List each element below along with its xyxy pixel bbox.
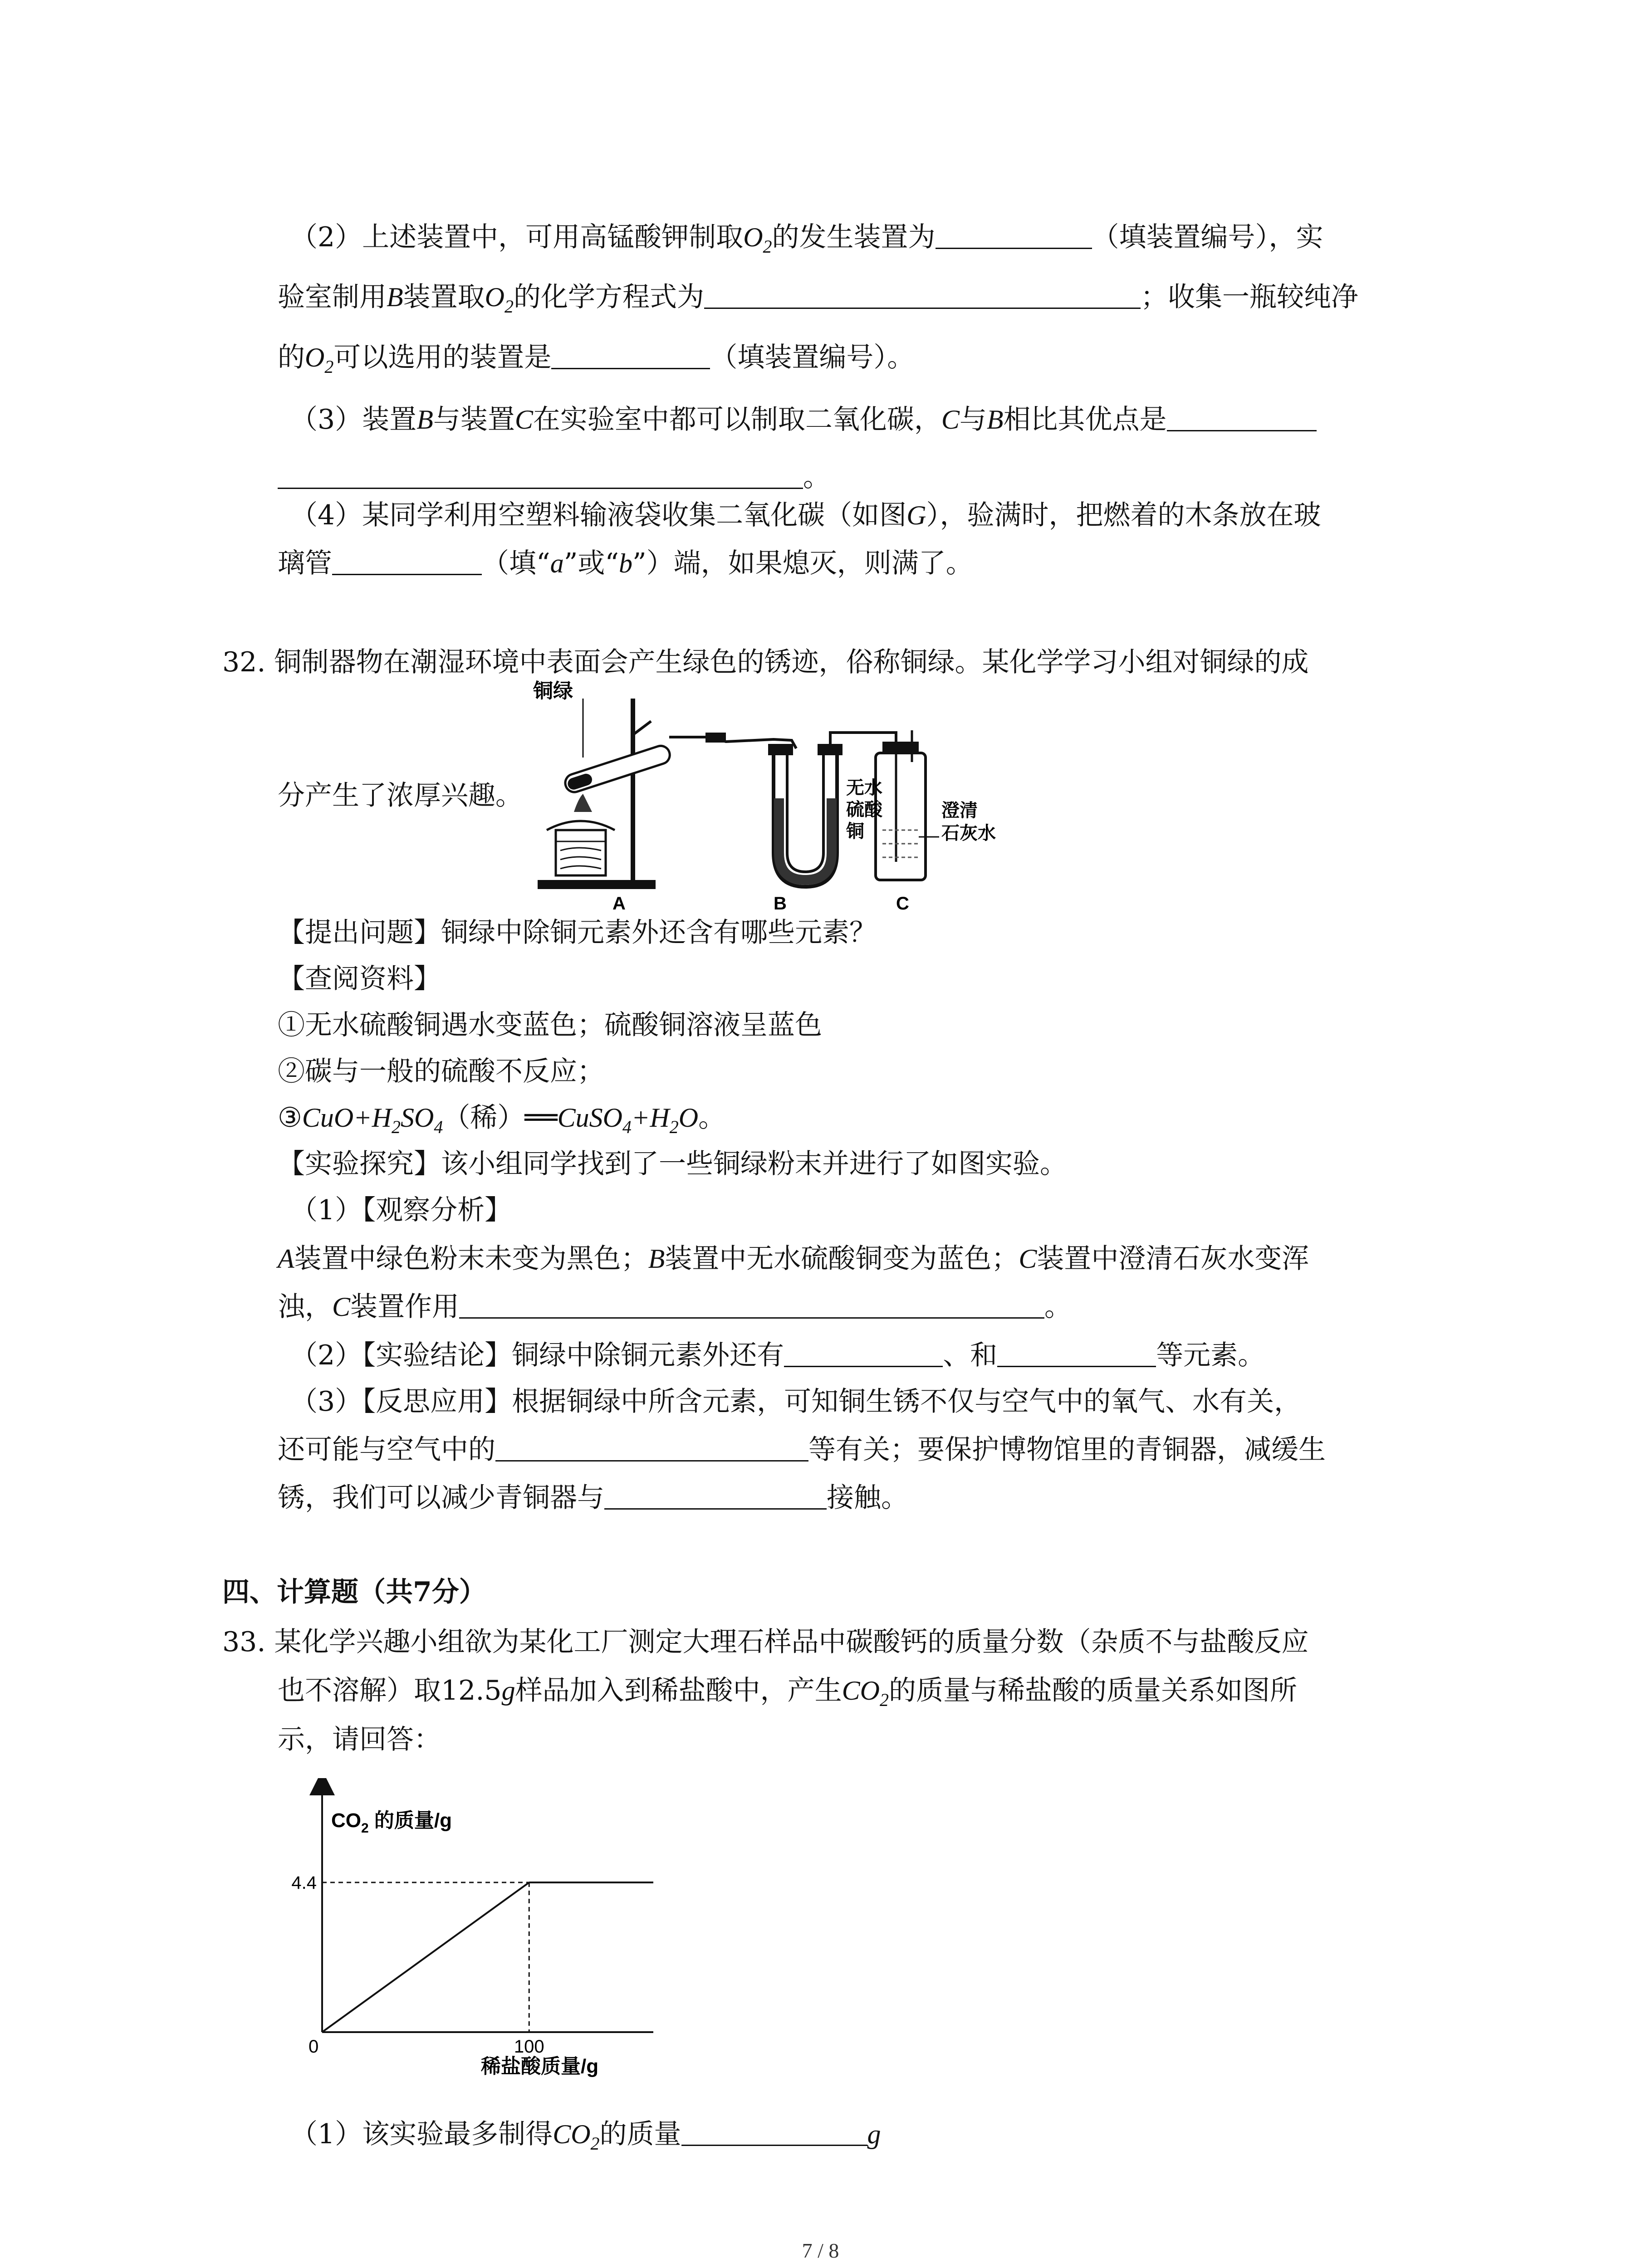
label-b: B [774, 894, 787, 914]
answer-blank-generator[interactable] [936, 220, 1092, 249]
origin-label: 0 [309, 2037, 319, 2057]
q32-s2: （2）【实验结论】铜绿中除铜元素外还有 、和 等元素。 [290, 1337, 1265, 1374]
q31-p2-line2: 验室制用B装置取$O_2$的化学方程式为 ；收集一瓶较纯净 [278, 279, 1358, 325]
y-axis-label: $CO_2$ 的质量/g [331, 1809, 452, 1836]
apparatus-figure [519, 680, 1032, 916]
answer-blank-collector[interactable] [551, 340, 710, 369]
label-wushui: 无水 [846, 778, 882, 798]
q31-p3-line2: 。 [278, 459, 830, 495]
x-axis-label: 稀盐酸质量/g [481, 2055, 599, 2077]
q31-p4-line1: （4）某同学利用空塑料输液袋收集二氧化碳（如图G），验满时，把燃着的木条放在玻 [290, 499, 1321, 531]
q32-line1: 32. 铜制器物在潮湿环境中表面会产生绿色的锈迹，俗称铜绿。某化学学习小组对铜绿的成 [222, 646, 1309, 678]
q32-s3-line3: 锈，我们可以减少青铜器与 接触。 [278, 1480, 908, 1516]
section-heading: 四、计算题（共7分） [222, 1576, 486, 1608]
label-liusuan: 硫酸 [846, 800, 882, 820]
label-tong: 铜 [846, 821, 864, 841]
q33-line2: 也不溶解）取12.5g样品加入到稀盐酸中，产生$CO_2$的质量与稀盐酸的质量关系如图所 [278, 1675, 1297, 1710]
q32-ref1: ①无水硫酸铜遇水变蓝色；硫酸铜溶液呈蓝色 [278, 1009, 822, 1041]
answer-blank-equation[interactable] [704, 279, 1141, 309]
q32-line2: 分产生了浓厚兴趣。 [278, 780, 523, 811]
co2-mass-chart [272, 1778, 658, 2100]
answer-blank-advantage-2[interactable] [278, 459, 803, 489]
q32-ask: 【提出问题】铜绿中除铜元素外还含有哪些元素？ [278, 917, 877, 948]
q31-p3-line1: （3）装置B与装置C在实验室中都可以制取二氧化碳，C与B相比其优点是 [290, 401, 1317, 438]
q32-s1-line1: A装置中绿色粉末未变为黑色；B装置中无水硫酸铜变为蓝色；C装置中澄清石灰水变浑 [278, 1243, 1309, 1275]
page-number: 7 / 8 [802, 2239, 839, 2262]
q32-ref: 【查阅资料】 [278, 963, 441, 995]
answer-blank-c-function[interactable] [459, 1289, 1044, 1319]
q33-line1: 33. 某化学兴趣小组欲为某化工厂测定大理石样品中碳酸钙的质量分数（杂质不与盐酸反应 [222, 1626, 1309, 1658]
label-a: A [612, 894, 626, 914]
answer-blank-element-1[interactable] [784, 1338, 943, 1367]
q31-p4-line2: 璃管 （填“a”或“b”）端，如果熄灭，则满了。 [278, 545, 973, 582]
answer-blank-advantage-1[interactable] [1167, 402, 1317, 431]
answer-blank-contact[interactable] [604, 1480, 827, 1510]
label-shihuishui: 石灰水 [941, 823, 996, 843]
q32-s1-line2: 浊，C装置作用 。 [278, 1289, 1072, 1325]
q32-s3-line2: 还可能与空气中的 等有关；要保护博物馆里的青铜器，减缓生 [278, 1432, 1326, 1468]
answer-blank-element-2[interactable] [997, 1338, 1156, 1367]
q31-p2-line1: （2）上述装置中，可用高锰酸钾制取$O_2$的发生装置为 （填装置编号），实 [290, 219, 1323, 265]
label-c: C [896, 894, 909, 914]
answer-blank-co2-mass[interactable] [681, 2116, 867, 2146]
q31-p2-line3: 的$O_2$可以选用的装置是 （填装置编号）。 [278, 339, 914, 385]
q33-line3: 示，请回答： [278, 1724, 441, 1755]
label-tonglv: 铜绿 [533, 680, 573, 702]
q32-ref3: $③CuO+H_2SO_4$（稀）$══CuSO_4+H_2O$。 [278, 1102, 726, 1137]
x-tick-label: 100 [514, 2037, 544, 2057]
label-chengqing: 澄清 [941, 801, 978, 821]
answer-blank-tube-end[interactable] [332, 546, 482, 575]
series-segment [322, 1882, 529, 2032]
q33-q1: （1）该实验最多制得$CO_2$的质量 g [290, 2116, 881, 2162]
q32-s3-line1: （3）【反思应用】根据铜绿中所含元素，可知铜生锈不仅与空气中的氧气、水有关， [290, 1386, 1302, 1418]
y-tick-label: 4.4 [291, 1873, 317, 1893]
device-a [538, 699, 796, 889]
q32-s1-title: （1）【观察分析】 [290, 1194, 512, 1226]
answer-blank-air-component[interactable] [495, 1432, 808, 1461]
device-c [876, 730, 939, 880]
q32-explore: 【实验探究】该小组同学找到了一些铜绿粉末并进行了如图实验。 [278, 1148, 1067, 1180]
q32-ref2: ②碳与一般的硫酸不反应； [278, 1056, 604, 1087]
